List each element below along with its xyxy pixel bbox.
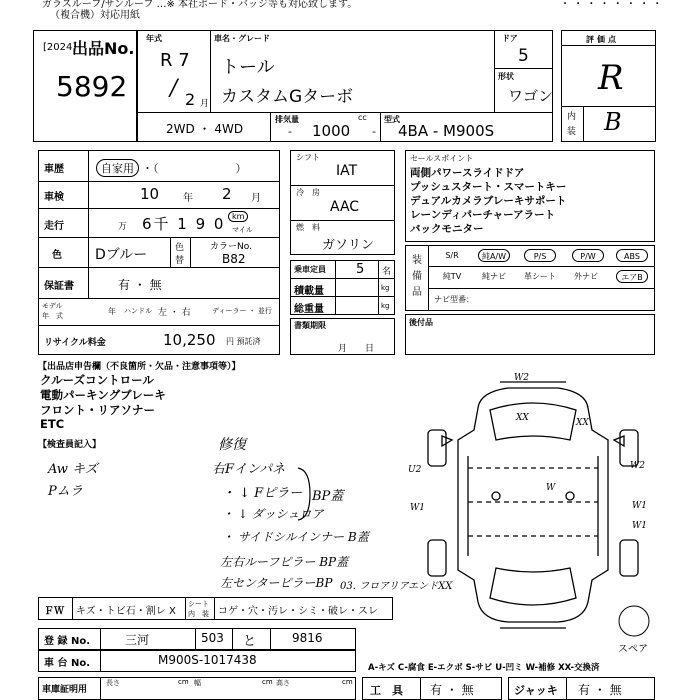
capacity-unit: 名 xyxy=(382,267,392,277)
interior-label-2: 装 xyxy=(567,127,577,137)
equipment-sr[interactable]: S/R xyxy=(445,251,459,260)
tools-value[interactable]: 有 ・ 無 xyxy=(430,683,474,697)
displacement-unit: cc xyxy=(358,113,367,122)
cert-height: 高さ xyxy=(276,679,290,687)
sales-points-label: セールスポイント xyxy=(410,154,474,163)
navi-model-label: ナビ型番： xyxy=(434,295,474,304)
header-right-dots: ・ ・ ・ ・ ・ ・ ・ ・ xyxy=(560,0,663,10)
model-year-unit: 年 xyxy=(108,307,116,316)
equipment-ext-navi[interactable]: 外ナビ xyxy=(574,272,598,281)
diagram-mark: XX xyxy=(516,413,529,423)
inspector-note-left: Pムラ xyxy=(48,484,83,499)
load-label: 積載量 xyxy=(294,286,324,297)
ac-value[interactable]: AAC xyxy=(330,199,360,215)
capacity-label: 乗車定員 xyxy=(294,265,326,274)
usage-extra: ・（ ） xyxy=(142,162,247,175)
inspector-note-right: ・ サイドシルインナー B蓋 xyxy=(222,530,369,544)
cert-length: 長さ xyxy=(106,679,120,687)
doors-value[interactable]: 5 xyxy=(518,46,529,66)
color-change-1: 色 xyxy=(175,243,185,253)
fuel-value[interactable]: ガソリン xyxy=(322,238,375,253)
cert-cm: cm xyxy=(178,678,189,686)
name-label: 車名・グレード xyxy=(214,34,270,43)
sales-point-item: バックモニター xyxy=(410,223,484,235)
color-no-label: カラーNo. xyxy=(210,242,252,252)
model-year-label-1: モデル xyxy=(42,302,63,310)
sales-point-item: デュアルカメラブレーキサポート xyxy=(410,195,567,207)
equipment-label-1: 装 xyxy=(412,255,422,266)
car-damage-diagram[interactable] xyxy=(408,370,660,635)
equipment-abs[interactable]: ABS xyxy=(616,249,648,262)
mileage-unit-man: 万 xyxy=(118,222,128,232)
chassis-value[interactable]: M900S-1017438 xyxy=(158,653,257,667)
spare-label: スペア xyxy=(618,644,648,655)
inspection-year-unit: 年 xyxy=(183,193,193,204)
equipment-leather[interactable]: 革シート xyxy=(524,272,556,281)
warranty-value[interactable]: 有 ・ 無 xyxy=(118,278,162,292)
diagram-mark: U2 xyxy=(408,465,422,475)
inspector-note-right: 左右ルーフピラー BP蓋 xyxy=(220,555,349,569)
declaration-line: ETC xyxy=(40,417,65,431)
plate-kana[interactable]: と xyxy=(243,634,257,649)
recycle-value[interactable]: 10,250 xyxy=(163,331,216,349)
shift-value[interactable]: IAT xyxy=(336,163,358,179)
diagram-mark: W xyxy=(546,483,556,493)
inspector-note-right: ・ ↓ Fピラー xyxy=(222,486,303,501)
handle-value[interactable]: 左 ・ 右 xyxy=(158,308,191,318)
sales-point-item: 両側パワースライドドア xyxy=(410,167,525,179)
interior-label-1: 内 xyxy=(567,112,577,122)
shape-value[interactable]: ワゴン xyxy=(508,87,554,105)
docs-unit: 月 日 xyxy=(338,344,375,354)
shift-label: シフト xyxy=(296,153,320,162)
load-unit: kg xyxy=(381,284,390,292)
ac-label: 冷 房 xyxy=(296,188,320,197)
equipment-ps[interactable]: P/S xyxy=(524,249,556,262)
bracket-mark xyxy=(296,466,316,522)
chassis-label: 車 台 No. xyxy=(44,658,91,669)
drive-type[interactable]: 2WD ・ 4WD xyxy=(166,122,244,136)
tools-label: 工 具 xyxy=(370,684,403,697)
mileage-value[interactable]: 6千 1 9 0 xyxy=(142,215,226,233)
plate-label: 登 録 No. xyxy=(44,636,91,647)
cert-cm: cm xyxy=(262,678,273,686)
equipment-airbag[interactable]: エアB xyxy=(616,270,648,283)
fw-value[interactable]: キズ・トビ石・割レ X xyxy=(76,606,176,617)
mileage-km[interactable]: km xyxy=(228,211,248,222)
inspector-extra-note: 03. フロアリアエンドXX xyxy=(340,581,453,592)
spare-tire-icon[interactable] xyxy=(617,604,651,638)
equipment-aw[interactable]: 純A/W xyxy=(478,249,510,262)
lot-label: 出品No. xyxy=(72,39,135,58)
diagram-mark: W1 xyxy=(632,501,647,511)
lot-number[interactable]: 5892 xyxy=(56,70,128,103)
inspection-month-unit: 月 xyxy=(251,193,261,204)
year-label: 年式 xyxy=(146,34,162,43)
jack-label: ジャッキ xyxy=(514,684,558,697)
warranty-label: 保証書 xyxy=(44,281,74,292)
color-change-2: 替 xyxy=(175,256,185,266)
month-value[interactable]: 2 xyxy=(185,90,196,109)
recycle-label: リサイクル料金 xyxy=(44,338,106,348)
plate-class[interactable]: 503 xyxy=(201,631,224,645)
cert-cm: cm xyxy=(342,678,353,686)
sheet-value[interactable]: コゲ・穴・汚レ・シミ・破レ・スレ xyxy=(218,606,378,617)
import-value[interactable]: ディーラー ・ 並行 xyxy=(212,307,272,315)
header-notice: ガラスルーフ/サンルーフ …※ 本社ボード・バッジ等も対応致します。 xyxy=(42,0,358,10)
sheet-label-1: シート xyxy=(188,600,209,608)
aftermarket-label: 後付品 xyxy=(409,318,433,327)
capacity-value[interactable]: 5 xyxy=(356,262,365,277)
declaration-line: クルーズコントロール xyxy=(40,373,154,387)
model-label: 型式 xyxy=(384,115,400,124)
fw-label: ＦＷ xyxy=(44,606,64,617)
diagram-mark: W1 xyxy=(410,503,425,513)
plate-number[interactable]: 9816 xyxy=(292,631,323,645)
month-unit: 月 xyxy=(200,99,210,109)
rating-label: 評価点 xyxy=(586,35,619,44)
docs-label: 書類期限 xyxy=(294,321,326,330)
inspection-year[interactable]: 10 xyxy=(140,185,160,203)
sales-point-item: レーンディパーチャーアラート xyxy=(410,209,556,221)
shape-label: 形状 xyxy=(498,72,514,81)
sales-point-item: プッシュスタート・スマートキー xyxy=(410,181,567,193)
color-no-value[interactable]: B82 xyxy=(222,252,246,266)
equipment-navi[interactable]: 純ナビ xyxy=(482,272,506,281)
cert-width: 幅 xyxy=(194,679,201,687)
interior-score[interactable]: B xyxy=(604,108,622,136)
diagram-mark: XX xyxy=(576,418,589,428)
inspector-note-right: 修復 xyxy=(218,437,246,453)
recycle-unit: 円 預託済 xyxy=(226,337,261,346)
sheet-label-2: 内 装 xyxy=(188,610,209,618)
inspector-note-right: 右Fインパネ xyxy=(212,462,286,477)
lot-year-stamp: [2024] xyxy=(43,42,77,53)
mileage-label: 走行 xyxy=(44,221,64,232)
vehicle-grade[interactable]: カスタムGターボ xyxy=(221,87,354,107)
inspection-label: 車検 xyxy=(44,192,64,203)
plate-region[interactable]: 三河 xyxy=(125,633,150,647)
diagram-mark: W2 xyxy=(630,461,645,471)
vehicle-make[interactable]: トール xyxy=(221,57,275,78)
displacement-value[interactable]: 1000 xyxy=(312,122,351,140)
diagram-mark: W2 xyxy=(514,373,529,383)
inspection-month[interactable]: 2 xyxy=(222,185,232,203)
color-label: 色 xyxy=(52,250,62,261)
damage-legend: A-キズ C-腐食 E-エクボ S-サビ U-凹ミ W-補修 XX-交換済 xyxy=(368,663,600,673)
mileage-mile[interactable]: マイル xyxy=(232,226,253,234)
doors-label: ドア xyxy=(502,34,518,43)
equipment-pw[interactable]: P/W xyxy=(572,249,604,262)
gross-label: 総重量 xyxy=(294,304,324,315)
declaration-line: 電動パーキングブレーキ xyxy=(40,388,166,402)
inspector-bp-bracket: BP蓋 xyxy=(312,489,344,504)
year-value[interactable]: R 7 xyxy=(160,50,190,71)
usage-value[interactable]: 自家用 xyxy=(96,159,139,177)
declaration-line: フロント・リアソナー xyxy=(40,403,155,417)
model-value[interactable]: 4BA - M900S xyxy=(398,122,495,140)
handle-label: ハンドル xyxy=(124,307,152,315)
fuel-label: 燃 料 xyxy=(296,223,320,232)
rating-score[interactable]: R xyxy=(598,58,624,98)
displacement-label: 排気量 xyxy=(275,115,299,124)
header-form-type: （複合機）対応用紙 xyxy=(50,10,140,21)
usage-label: 車歴 xyxy=(44,164,64,175)
inspector-note-right: 左センターピラーBP xyxy=(220,576,333,590)
inspector-note-right: ・ ↓ ダッシュロア xyxy=(222,507,324,521)
equipment-tv[interactable]: 純TV xyxy=(442,272,462,281)
model-dash: - xyxy=(372,125,376,138)
jack-value[interactable]: 有 ・ 無 xyxy=(578,683,622,697)
cert-label: 車庫証明用 xyxy=(42,685,88,695)
inspector-label: 【検査員記入】 xyxy=(38,440,102,450)
equipment-label-3: 品 xyxy=(412,287,422,298)
equipment-label-2: 備 xyxy=(412,271,422,282)
declaration-label: 【出品店申告欄（不良箇所・欠品・注意事項等）】 xyxy=(38,362,241,372)
inspector-note-left: Aw キズ xyxy=(48,462,98,477)
diagram-mark: W1 xyxy=(632,521,647,531)
gross-unit: kg xyxy=(381,302,390,310)
color-value[interactable]: Dブルー xyxy=(95,247,148,263)
model-year-label-2: 年 式 xyxy=(42,312,63,320)
aftermarket-box xyxy=(405,314,655,355)
